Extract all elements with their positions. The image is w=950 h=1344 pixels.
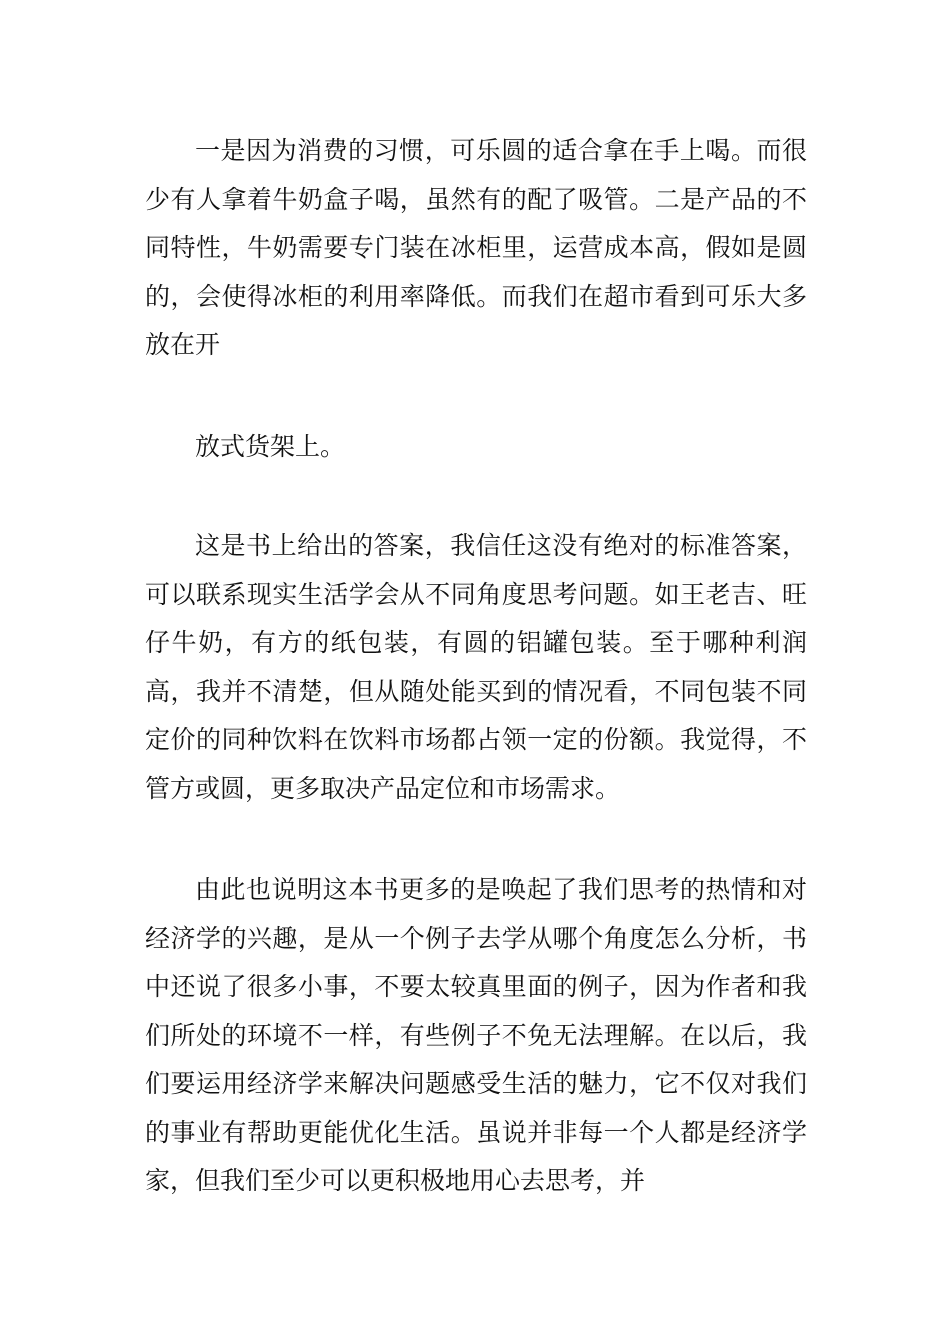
- paragraph-text: 由此也说明这本书更多的是唤起了我们思考的热情和对经济学的兴趣，是从一个例子去学从哪个角度怎么分析，书中还说了很多小事，不要太较真里面的例子，因为作者和我们所处的环境不一样，有些例子不免无法理解。在以后，我们要运用经济学来解决问题感受生活的魅力，它不仅对我们的事业有帮助更能优化生活。虽说并非每一个人都是经济学家，但我们至少可以更积极地用心去思考，并: [145, 875, 807, 1195]
- paragraph-3: [145, 522, 807, 813]
- paragraph-2: [145, 423, 807, 472]
- paragraph-4: [145, 866, 807, 1206]
- paragraph-1: [145, 127, 807, 370]
- paragraph-text: 一是因为消费的习惯，可乐圆的适合拿在手上喝。而很少有人拿着牛奶盒子喝，虽然有的配了吸管。二是产品的不同特性，牛奶需要专门装在冰柜里，运营成本高，假如是圆的，会使得冰柜的利用率降低。而我们在超市看到可乐大多放在开: [145, 136, 807, 359]
- paragraph-text: 放式货架上。: [195, 432, 346, 461]
- paragraph-text: 这是书上给出的答案，我信任这没有绝对的标准答案，可以联系现实生活学会从不同角度思考问题。如王老吉、旺仔牛奶，有方的纸包装，有圆的铝罐包装。至于哪种利润高，我并不清楚，但从随处能买到的情况看，不同包装不同定价的同种饮料在饮料市场都占领一定的份额。我觉得，不管方或圆，更多取决产品定位和市场需求。: [145, 531, 807, 803]
